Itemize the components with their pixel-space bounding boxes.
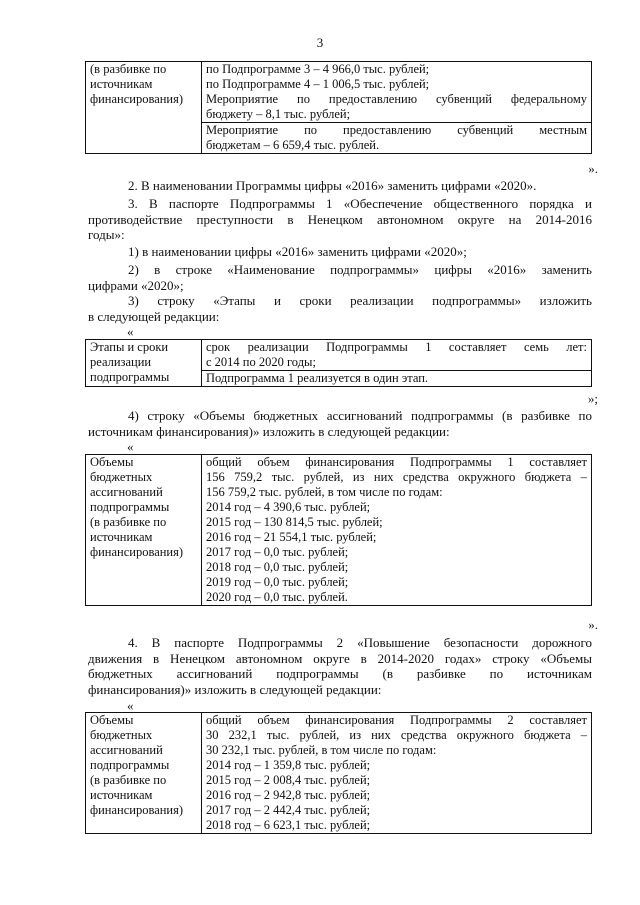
row-label-cell: [86, 713, 202, 834]
item-3: [88, 293, 592, 324]
value-line: 2019 год – 0,0 тыс. рублей;: [206, 575, 349, 589]
label-line: (в разбивке по: [90, 773, 167, 787]
paragraph-line: 3) строку «Этапы и сроки реализации подпрограммы» изложить: [128, 293, 592, 308]
table-row: [86, 713, 592, 834]
closing-quote: »;: [587, 391, 598, 406]
value-line: Подпрограмма 1 реализуется в один этап.: [206, 371, 429, 385]
row-label-cell: [86, 340, 202, 387]
value-line: 30 232,1 тыс. рублей, из них средства окружного бюджета –: [206, 728, 587, 742]
row-label-cell: [86, 62, 202, 154]
row-value-cell: [202, 713, 592, 834]
paragraph-line: движения в Ненецком автономном округе в 2014-2020 годах» строку «Объемы: [88, 650, 592, 666]
value-line: 2015 год – 2 008,4 тыс. рублей;: [206, 773, 371, 787]
value-line: 30 232,1 тыс. рублей, в том числе по годам:: [206, 743, 437, 757]
label-line: финансирования): [90, 803, 184, 817]
value-line: 2018 год – 6 623,1 тыс. рублей;: [206, 818, 371, 832]
paragraph-line: годы»:: [88, 227, 125, 242]
label-line: подпрограммы: [90, 370, 170, 384]
opening-quote: «: [127, 439, 134, 454]
paragraph-line: источникам финансирования)» изложить в следующей редакции:: [88, 423, 450, 439]
paragraph-line: 1) в наименовании цифры «2016» заменить цифрами «2020»;: [128, 244, 467, 259]
value-line: 2018 год – 0,0 тыс. рублей;: [206, 560, 349, 574]
item-2: [88, 262, 592, 293]
row-label-cell: [86, 455, 202, 606]
paragraph-line: 4) строку «Объемы бюджетных ассигнований подпрограммы (в разбивке по: [128, 408, 592, 423]
value-line: Мероприятие по предоставлению субвенций местным: [206, 123, 587, 137]
value-line: Мероприятие по предоставлению субвенций федеральному: [206, 92, 587, 106]
value-line: 2014 год – 4 390,6 тыс. рублей;: [206, 500, 371, 514]
paragraph-line: 2. В наименовании Программы цифры «2016» заменить цифрами «2020».: [128, 178, 537, 193]
label-line: реализации: [90, 355, 152, 369]
value-line: 2017 год – 0,0 тыс. рублей;: [206, 545, 349, 559]
label-line: подпрограммы: [90, 758, 170, 772]
value-line: бюджетам – 6 659,4 тыс. рублей.: [206, 138, 380, 152]
value-line: срок реализации Подпрограммы 1 составляет семь лет:: [206, 340, 587, 354]
table-budget-subprogram-2: [85, 712, 592, 834]
page-number: 3: [316, 35, 324, 50]
row-value-cell: [202, 455, 592, 606]
value-line: общий объем финансирования Подпрограммы 1 составляет: [206, 455, 587, 469]
table-row: [86, 340, 592, 387]
table-budget-continuation: [85, 61, 592, 154]
closing-quote: ».: [588, 161, 598, 176]
paragraph-4: [88, 635, 592, 697]
opening-quote: «: [127, 324, 134, 339]
value-line: 2020 год – 0,0 тыс. рублей.: [206, 590, 348, 604]
paragraph-line: в следующей редакции:: [88, 308, 220, 324]
label-line: бюджетных: [90, 470, 153, 484]
paragraph-3: [88, 196, 592, 243]
label-line: ассигнований: [90, 485, 163, 499]
label-line: бюджетных: [90, 728, 153, 742]
label-line: (в разбивке по: [90, 62, 167, 76]
item-4: [88, 408, 592, 439]
value-line: с 2014 по 2020 годы;: [206, 355, 316, 369]
paragraph-line: противодействие преступности в Ненецком автономном округе на 2014-2016: [88, 211, 592, 227]
paragraph-line: 4. В паспорте Подпрограммы 2 «Повышение безопасности дорожного: [128, 635, 592, 650]
label-line: источникам: [90, 77, 153, 91]
table-row: [86, 455, 592, 606]
table-budget-subprogram-1: [85, 454, 592, 606]
value-line: общий объем финансирования Подпрограммы 2 составляет: [206, 713, 587, 727]
table-stages: [85, 339, 592, 387]
opening-quote: «: [127, 698, 134, 713]
label-line: источникам: [90, 530, 153, 544]
row-value-cell: [202, 340, 592, 387]
paragraph-line: бюджетных ассигнований подпрограммы (в разбивке по источникам: [88, 666, 592, 681]
paragraph-line: финансирования)» изложить в следующей редакции:: [88, 681, 382, 697]
paragraph-line: 2) в строке «Наименование подпрограммы» цифры «2016» заменить: [128, 262, 592, 277]
label-line: источникам: [90, 788, 153, 802]
label-line: ассигнований: [90, 743, 163, 757]
label-line: финансирования): [90, 92, 184, 106]
value-line: по Подпрограмме 4 – 1 006,5 тыс. рублей;: [206, 77, 430, 91]
paragraph-2: [88, 178, 592, 194]
value-line: 2016 год – 2 942,8 тыс. рублей;: [206, 788, 371, 802]
value-line: 2017 год – 2 442,4 тыс. рублей;: [206, 803, 371, 817]
paragraph-line: 3. В паспорте Подпрограммы 1 «Обеспечение общественного порядка и: [128, 196, 592, 211]
label-line: Объемы: [90, 455, 134, 469]
value-line: 2014 год – 1 359,8 тыс. рублей;: [206, 758, 371, 772]
item-1: [88, 244, 592, 260]
value-line: 156 759,2 тыс. рублей, из них средства окружного бюджета –: [206, 470, 587, 484]
table-row: [86, 62, 592, 154]
row-value-cell: [202, 62, 592, 154]
label-line: Объемы: [90, 713, 134, 727]
value-line: бюджету – 8,1 тыс. рублей;: [206, 107, 351, 121]
value-line: 2016 год – 21 554,1 тыс. рублей;: [206, 530, 377, 544]
paragraph-line: цифрами «2020»;: [88, 277, 184, 293]
closing-quote: ».: [588, 617, 598, 632]
value-line: 156 759,2 тыс. рублей, в том числе по годам:: [206, 485, 443, 499]
value-line: по Подпрограмме 3 – 4 966,0 тыс. рублей;: [206, 62, 430, 76]
value-line: 2015 год – 130 814,5 тыс. рублей;: [206, 515, 383, 529]
label-line: подпрограммы: [90, 500, 170, 514]
label-line: финансирования): [90, 545, 184, 559]
label-line: Этапы и сроки: [90, 340, 169, 354]
label-line: (в разбивке по: [90, 515, 167, 529]
